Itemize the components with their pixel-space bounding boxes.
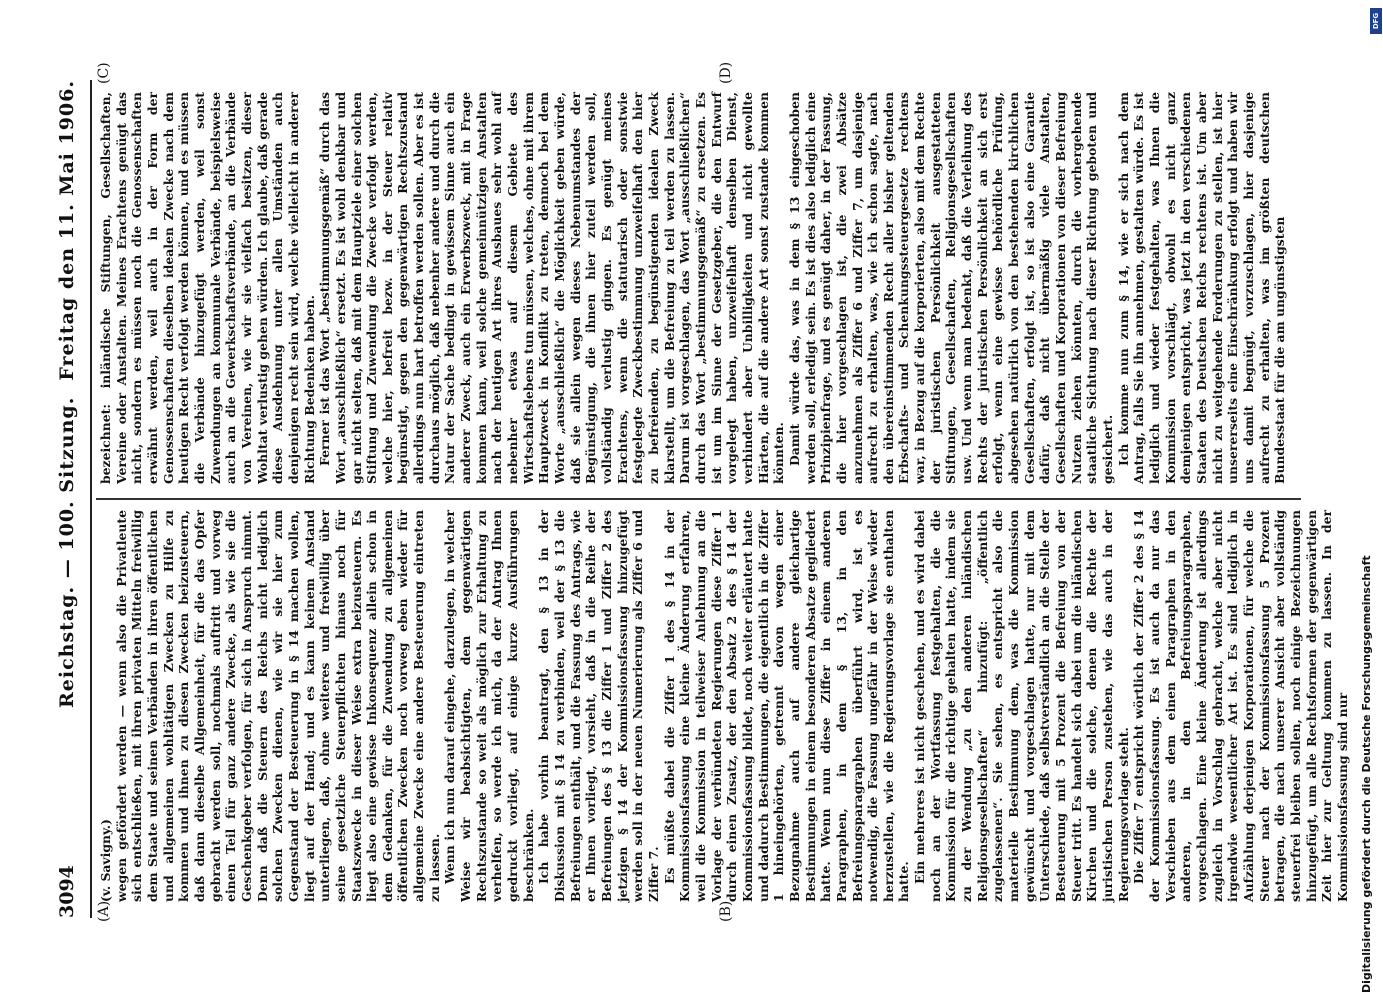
column-divider	[96, 498, 1301, 500]
dfg-logo-text: DFG	[1372, 12, 1380, 30]
paragraph: (v. Savigny.)	[98, 819, 113, 902]
paragraph: wegen gefördert werden — wenn also die Privatleute sich entschließen, mit ihren privaten Mitteln freiwillig dem Staate und seinen Verbänden in ihren öffentlichen und allgemeinen wohltätigen Zwecken zu Hilfe zu kommen und ihnen zu diesen Zwecken beizusteuern, daß dann dieselbe Allgemeinheit, für die das Opfer gebracht werden soll, nochmals auftritt und vorweg einen Teil für ganz andere Zwecke, als wie sie die Geschenkgeber verfolgen, für sich in Anspruch nimmt. Denn daß die Steuern des Reichs nicht lediglich solchen Zwecken dienen, wie wir sie hier zum Gegenstand der Besteuerung in § 14 machen wollen, liegt auf der Hand; und es kann keinem Anstand unterliegen, daß, ohne weiteres und freiwillig über seine gesetzliche Steuerpflichten hinaus noch für Staatszwecke in dieser Weise extra beizusteuern. Es liegt also eine gewisse Inkonsequenz allein schon in dem Gedanken, für die Zuwendung zu allgemeinen öffentlichen Zwecken noch vorweg eben wieder für allgemeine Zwecke eine andere Besteuerung eintreten zu lassen.	[113, 510, 442, 902]
paragraph: Es müßte dabei die Ziffer 1 des § 14 in der Kommissionsfassung eine kleine Änderung erfahren, weil die Kommission in teilweiser Anlehnung an die Vorlage der verbündeten Regierungen diese Ziffer 1 durch einen Zusatz, der den Absatz 2 des § 14 der Kommissionsfassung bildet, noch weiter erläutert hatte und dadurch Bestimmungen, die eigentlich in die Ziffer 1 hineingehörten, getrennt davon wegen einer Bezugnahme auch auf andere gleichartige Bestimmungen in einem besonderen Absatze gegliedert hatte. Wenn nun diese Ziffer in einem anderen Paragraphen, in dem § 13, in den Befreiungsparagraphen überführt wird, ist es notwendig, die Fassung ungefähr in der Weise wieder herzustellen, wie die Regierungsvorlage sie enthalten hatte.	[661, 510, 912, 902]
paragraph: Ein mehreres ist nicht geschehen, und es wird dabei noch an der Wortfassung festgehalten, die die Kommission für die richtige gehalten hatte, indem sie zu der Wendung „zu den anderen inländischen Religionsgesellschaften“ hinzufügt: „öffentlich zugelassenen“. Sie sehen, es entspricht also die materielle Bestimmung dem, was die Kommission gewünscht und vorgeschlagen hatte, nur mit dem Unterschiede, daß selbstverständlich an die Stelle der Besteuerung mit 5 Prozent die Befreiung von der Steuer tritt. Es handelt sich dabei um die inländischen Kirchen und die solche, denen die Rechte der juristischen Person zustehen, wie das auch in der Regierungsvorlage steht.	[912, 510, 1131, 902]
paragraph: bezeichnet: inländische Stiftungen, Gesellschaften, Vereine oder Anstalten. Meines Erachtens genügt das nicht, sondern es müssen noch die Genossenschaften erwähnt werden, weil auch in der Form der Genossenschaften dieselben idealen Zwecke nach dem heutigen Recht verfolgt werden können, und es müssen die Verbände hinzugefügt werden, weil sonst Zuwendungen an kommunale Verbände, beispielsweise auch an die Gewerkschaftsverbände, an die Verbände von Vereinen, wie wir sie vielfach besitzen, dieser Wohltat verlustig gehen würden. Ich glaube, daß gerade diese Ausdehnung unter allen Umständen auch denjenigen recht sein wird, welche vielleicht in anderer Richtung Bedenken haben.	[98, 92, 317, 484]
header-rule	[90, 80, 92, 918]
text-column-left	[98, 510, 1350, 902]
margin-mark-b: (B)	[718, 900, 734, 922]
paragraph: Damit würde das, was in dem § 13 eingeschoben werden soll, erledigt sein. Es ist dies also lediglich eine Prinzipienfrage, und es genügt daher, in der Fassung, die hier vorgeschlagen ist, die zwei Absätze anzunehmen als Ziffer 6 und Ziffer 7, um dasjenige aufrecht zu erhalten, was, wie ich schon sagte, nach den übereinstimmenden Recht aller bisher geltenden Erbschafts- und Schenkungssteuergesetze rechtens war, in Bezug auf die korporierten, also mit dem Rechte der juristischen Persönlichkeit ausgestatteten Stiftungen, Gesellschaften, Religionsgesellschaften usw. Und wenn man bedenkt, daß die Verleihung des Rechts der juristischen Persönlichkeit an sich erst erfolgt, wenn eine gewisse behördliche Prüfung, abgesehen natürlich von den bestehenden kirchlichen Gesellschaften, erfolgt ist, so ist also eine Garantie dafür, daß nicht übermäßig viele Anstalten, Gesellschaften und Korporationen von dieser Befreiung Nutzen ziehen könnten, durch die vorhergehende staatliche Sichtung nach dieser Richtung geboten und gesichert.	[786, 92, 1115, 484]
text-column-right	[98, 92, 1288, 484]
page-number: 3094	[56, 865, 78, 918]
page-header	[56, 80, 90, 918]
paragraph: Die Ziffer 7 entspricht wörtlich der Ziffer 2 des § 14 der Kommissionsfassung. Es ist auch da nur das Verschieben aus dem einen Paragraphen in den anderen, in den Befreiungsparagraphen, vorgeschlagen. Eine kleine Änderung ist allerdings zugleich in Vorschlag gebracht, welche aber nicht irgendwie wesentlicher Art ist. Es sind lediglich in Aufzählung derjenigen Korporationen, für welche die Steuer nach der Kommissionsfassung 5 Prozent betragen, die nach unserer Ansicht aber vollständig steuerfrei bleiben sollen, noch einige Bezeichnungen hinzugefügt, um alle Rechtsformen der gegenwärtigen Zeit hier zur Geltung kommen zu lassen. In der Kommissionsfassung sind nur	[1131, 510, 1350, 902]
digitization-credit	[1356, 8, 1378, 993]
margin-mark-d: (D)	[718, 61, 734, 84]
paragraph: Ich komme nun zum § 14, wie er sich nach dem Antrag, falls Sie ihn annehmen, gestalten würde. Es ist lediglich und wieder festgehalten, was Ihnen die Kommission vorschlägt, obwohl es nicht ganz demjenigen entspricht, was jetzt in den verschiedenen Staaten des Deutschen Reichs rechtens ist. Um aber nicht zu weitgehende Forderungen zu stellen, ist hier unsererseits eine Einschränkung erfolgt und haben wir uns damit begnügt, vorzuschlagen, hier dasjenige aufrecht zu erhalten, was im größten deutschen Bundesstaat für die am ungünstigsten	[1115, 92, 1288, 484]
paragraph: Ich habe vorhin beantragt, den § 13 in der Diskussion mit § 14 zu verbinden, weil der § 13 die Befreiungen enthält, und die Fassung des Antrags, wie er Ihnen vorliegt, vorsieht, daß in die Reihe der Befreiungen des § 13 die Ziffer 1 und Ziffer 2 des jetzigen § 14 der Kommissionsfassung hinzugefügt werden soll in der neuen Numerierung als Ziffer 6 und Ziffer 7.	[536, 510, 661, 902]
digitization-credit-text: Digitalisierung gefördert durch die Deutsche Forschungsgemeinschaft	[1360, 555, 1373, 993]
dfg-logo	[1370, 8, 1382, 34]
session-title: Reichstag. — 100. Sitzung.	[56, 396, 78, 708]
margin-mark-c: (C)	[96, 62, 112, 84]
margin-mark-a: (A)	[96, 900, 112, 922]
session-date: Freitag den 11. Mai 1906.	[56, 80, 78, 381]
paragraph: Ferner ist das Wort „bestimmungsgemäß“ durch das Wort „ausschließlich“ ersetzt. Es ist wohl denkbar und gar nicht selten, daß mit dem Hauptziele einer solchen Stiftung und Zuwendung die Zwecke verfolgt werden, welche hier, befreit bezw. in der Steuer relativ begünstigt, gegen den gegenwärtigen Rechtszustand allerdings nun hart betroffen werden sollen. Aber es ist durchaus möglich, daß nebenher andere und durch die Natur der Sache bedingt in gewissem Sinne auch ein anderer Zweck, auch ein Erwerbszweck, mit in Frage kommen kann, weil solche gemeinnützigen Anstalten nach der heutigen Art ihres Ausbaues sehr wohl auf nebenher etwas auf diesem Gebiete des Wirtschaftslebens tun müssen, welches, ohne mit ihrem Hauptzweck in Konflikt zu treten, dennoch bei dem Worte „ausschließlich“ die Möglichkeit geben würde, daß sie allein wegen dieses Nebenumstandes der Begünstigung, die ihnen hier zuteil werden soll, vollständig verlustig gingen. Es genügt meines Erachtens, wenn die statutarisch oder sonstwie festgelegte Zweckbestimmung unzweifelhaft den hier zu befreienden, zu begünstigenden idealen Zweck klarstellt, um die Befreiung zu teil werden zu lassen. Darum ist vorgeschlagen, das Wort „ausschließlichen“ durch das Wort „bestimmungsgemäß“ zu ersetzen. Es ist um im Sinne der Gesetzgeber, die den Entwurf vorgelegt haben, unzweifelhaft denselben Dienst, verhindert aber Unbilligkeiten und nicht gewollte Härten, die auf die andere Art sonst zustande kommen könnten.	[317, 92, 787, 484]
paragraph: Wenn ich nun darauf eingehe, darzulegen, in welcher Weise wir beabsichtigten, dem gegenwärtigen Rechtszustande so weit als möglich zur Erhaltung zu verhelfen, so werde ich mich, da der Antrag Ihnen gedruckt vorliegt, auf einige kurze Ausführungen beschränken.	[442, 510, 536, 902]
